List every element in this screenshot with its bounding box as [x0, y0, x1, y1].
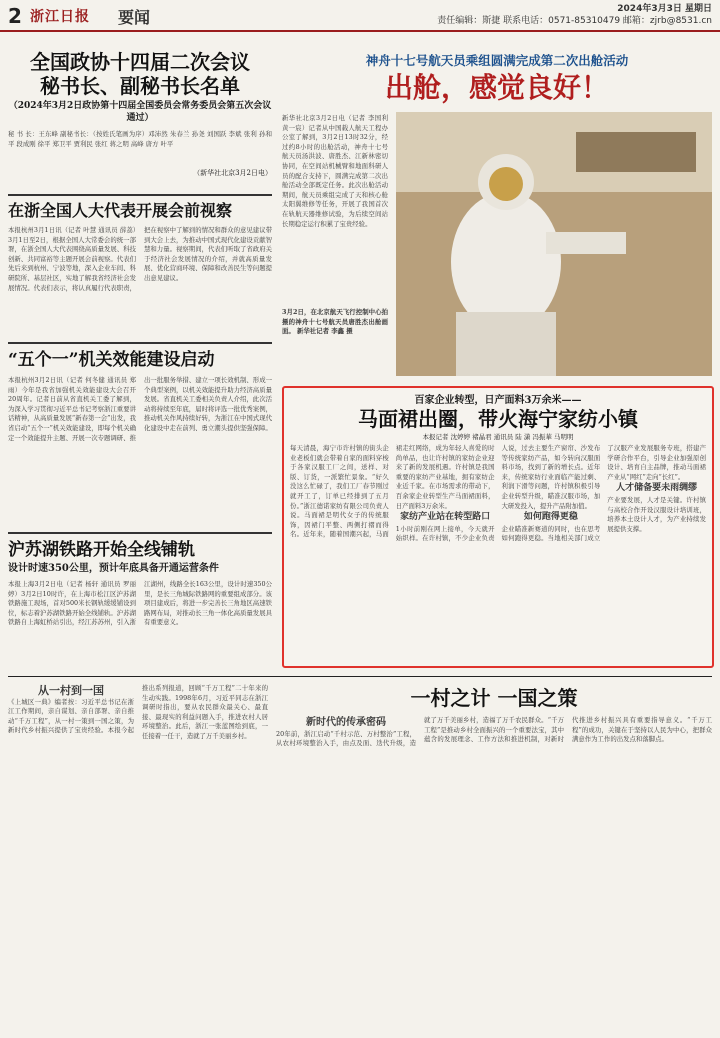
- npc-title: 在浙全国人大代表开展会前视察: [8, 201, 233, 220]
- bottom-left-article: [8, 684, 268, 1029]
- page-number: 2: [8, 4, 22, 28]
- masthead: [0, 0, 720, 32]
- feature-kicker: 百家企业转型，日产面料3万余米——: [414, 395, 582, 406]
- bottom-right-subhead: 新时代的传承密码: [306, 717, 386, 728]
- efficiency-title: “五个一”机关效能建设启动: [8, 350, 215, 370]
- feature-subhead-1: 家纺产业站在转型路口: [400, 512, 491, 523]
- npc-body: 本报杭州3月1日讯（记者 叶慧 通讯员 薛荔）3月1日至2日，根据全国人大常委会的统一部署，在浙全国人大代表围绕高质量发展、科技创新、共同富裕等主题开展会前视察。代表们先后来到杭州、宁波等地，深入企业车间、科研院所、基层社区，实地了解我省经济社会发展情况。代表们表示，将认真履行代表职责，把在视察中了解到的情况和群众的意见建议带到大会上去，为推动中国式现代化建设贡献智慧和力量。视察期间，代表们听取了省政府关于经济社会发展情况的介绍，并就高质量发展、优化营商环境、保障和改善民生等问题提出意见建议。: [8, 226, 272, 292]
- efficiency-body: 本报杭州3月2日讯（记者 何冬健 通讯员 郑雨）今年是我省加强机关效能建设大会召开20周年。记者日前从省直机关工委了解到，为深入学习贯彻习近平总书记考察浙江重要讲话精神，从高质量发展“新春第一会”出发，我省启动“五个一”机关效能建设，即每个机关确定一个效能提升主题、开展一次专题调研、推出一批服务举措、建立一项长效机制、形成一个典型案例，以机关效能提升助力经济高质量发展。省直机关工委相关负责人介绍，此次活动将持续至年底，届时将评选一批优秀案例，推动机关作风持续好转，为浙江在中国式现代化建设中走在前列、勇立潮头提供坚强保障。: [8, 376, 272, 442]
- bottom-right-title: 一村之计 一国之策: [410, 686, 578, 710]
- space-body: 新华社北京3月2日电（记者 李国利 黄一宸）记者从中国载人航天工程办公室了解到，3月2日13时32分，经过约8小时的出舱活动，神舟十七号航天员汤洪波、唐胜杰、江新林密切协同，在空间站机械臂和地面科研人员的配合支持下，圆满完成第二次出舱活动全部既定任务。此次出舱活动期间，航天员乘组完成了天和核心舱太阳翼维修等任务，开展了我国首次在轨航天器维修试验，为后续空间站长期稳定运行积累了宝贵经验。: [282, 114, 388, 228]
- feature-columns: [284, 442, 712, 668]
- cppcc-names: 秘 书 长：王东峰 副秘书长：（按姓氏笔画为序）邓沛然 朱春兰 孙尧 刘国跃 李斌 张利 孙和平 段成刚 徐平 郑卫平 贾利民 张红 蒋之明 高峰 唐方 叶平: [8, 130, 272, 148]
- editor-info: 责任编辑：斯捷 联系电话：0571-85310479 邮箱：zjrb@8531.cn: [437, 16, 712, 26]
- feature-subhead-2: 如何跑得更稳: [523, 512, 578, 523]
- efficiency-article: [8, 348, 272, 528]
- space-title-2: 出舱，感觉良好！: [384, 71, 609, 104]
- bottom-left-text: 《上城区一典》编者按：习近平总书记在浙江工作期间，亲自谋划、亲自部署、亲自推动“千万工程”，从一村一策到一国之策，为新时代乡村振兴提供了宝贵经验。本报今起推出系列报道，回顾“千万工程”二十年来的生动实践。1998年6月，习近平同志在浙江调研时指出，要从农民群众最关心、最直接、最现实的利益问题入手，推进农村人居环境整治。此后，浙江一张蓝图绘到底，一任接着一任干，造就了万千美丽乡村。: [8, 684, 268, 740]
- bottom-left-body: [8, 684, 268, 1029]
- space-article: [282, 52, 712, 382]
- feature-body-2: 1小时前刚在网上接单，今天就开始织样。在许村镇，不少企业负责人说，过去主要生产窗帘、沙发布等传统家纺产品，如今转向汉服面料市场，找到了新的增长点。近年来，传统家纺行业面临产能过剩、利润下滑等问题，许村镇积极引导企业转型升级，瞄准汉服市场，加大研发投入，提升产品附加值。: [395, 444, 601, 543]
- bottom-right-body: [276, 716, 712, 1024]
- feature-body-1: 每天清晨，海宁市许村镇的街头企业老板们就会带着自家的面料穿梭于各家汉服工厂之间，送样、对版、订货，一派繁忙景象。“好久没这么忙碌了，我们工厂春节刚过就开工了，订单已经排到了五月份。”浙江德诺家纺有限公司负责人说。马面裙是明代女子的传统服饰，因裙门平整、两侧打褶而得名。近年来，随着国潮兴起，马面裙走红网络，成为年轻人喜爱的时尚单品，也让许村镇的家纺企业迎来了新的发展机遇。许村镇是我国重要的家纺产业基地，拥有家纺企业近千家。在市场需求的带动下，百余家企业转型生产马面裙面料，日产面料3万余米。: [290, 444, 495, 539]
- newspaper-name: 浙江日报: [30, 9, 90, 25]
- cppcc-article: [8, 50, 272, 190]
- npc-inspection-article: [8, 200, 272, 340]
- cppcc-credit: （新华社北京3月2日电）: [193, 169, 272, 177]
- photo-caption: [282, 308, 388, 374]
- railway-subtitle: 设计时速350公里，预计年底具备开通运营条件: [8, 563, 219, 574]
- divider: [8, 342, 272, 344]
- cppcc-title-2: 秘书长、副秘书长名单: [40, 74, 240, 98]
- railway-title: 沪苏湖铁路开始全线铺轨: [8, 540, 195, 560]
- bottom-left-title: 从一村到一国: [38, 684, 104, 697]
- section-name: 要闻: [118, 8, 151, 27]
- feature-byline: 本报记者 沈婷婷 褚晶君 通讯员 陆 潇 冯振華 马明明: [422, 433, 574, 441]
- astronaut-photo: [396, 112, 712, 376]
- astronaut-illustration: [396, 112, 712, 376]
- feature-title: 马面裙出圈，带火海宁家纺小镇: [358, 407, 638, 431]
- caption-text: 3月2日，在北京航天飞行控制中心拍摄的神舟十七号航天员唐胜杰出舱画面。: [282, 308, 388, 336]
- bottom-right-article: [276, 684, 712, 1029]
- issue-date: 2024年3月3日 星期日: [617, 4, 712, 14]
- caption-credit: 新华社记者 李鑫 摄: [297, 327, 353, 336]
- cppcc-note: （2024年3月2日政协第十四届全国委员会常务委员会第五次会议通过）: [8, 101, 272, 123]
- railway-article: [8, 538, 272, 668]
- railway-body: 本报上海3月2日电（记者 杨轩 通讯员 罗丽婷）3月2日10时许，在上海市松江区沪苏湖铁路施工现场，首对500米长钢轨缓缓铺设到位，标志着沪苏湖铁路开始全线铺轨。沪苏湖铁路自上海虹桥站引出，经江苏苏州，引入浙江湖州，线路全长163公里，设计时速350公里，是长三角城际铁路网的重要组成部分。该项目建成后，将进一步完善长三角地区高速铁路网布局，对推动长三角一体化高质量发展具有重要意义。: [8, 580, 272, 627]
- divider: [8, 532, 272, 534]
- divider: [8, 676, 712, 677]
- divider: [8, 194, 272, 196]
- feature-article-box: [282, 386, 714, 668]
- masthead-info: [437, 3, 712, 27]
- cppcc-title-1: 全国政协十四届二次会议: [30, 50, 250, 74]
- feature-subhead-3: 人才储备要未雨绸缪: [616, 483, 698, 494]
- feature-body-3: 企业瞄准新赛道的同时，也在思考如何跑得更稳。当地相关部门成立了汉服产业发展服务专班，搭建产学研合作平台，引导企业加强原创设计、培育自主品牌，推动马面裙产业从“网红”走向“长红”。: [501, 444, 706, 543]
- space-title-1: 神舟十七号航天员乘组圆满完成第二次出舱活动: [365, 53, 629, 68]
- feature-body-4: 产业要发展，人才是关键。许村镇与高校合作开设汉服设计培训班，培养本土设计人才，为产业持续发展提供支撑。: [607, 495, 706, 533]
- bottom-right-text: 20年前，浙江启动“千村示范、万村整治”工程，从农村环境整治入手，由点及面、迭代升级，造就了万千美丽乡村，造福了万千农民群众。“千万工程”是推动乡村全面振兴的一个重要法宝，其中蕴含的发展理念、工作方法和推进机制，对新时代推进乡村振兴具有重要指导意义。“千万工程”的成功，关键在于坚持以人民为中心，把群众满意作为工作的出发点和落脚点。: [276, 716, 712, 748]
